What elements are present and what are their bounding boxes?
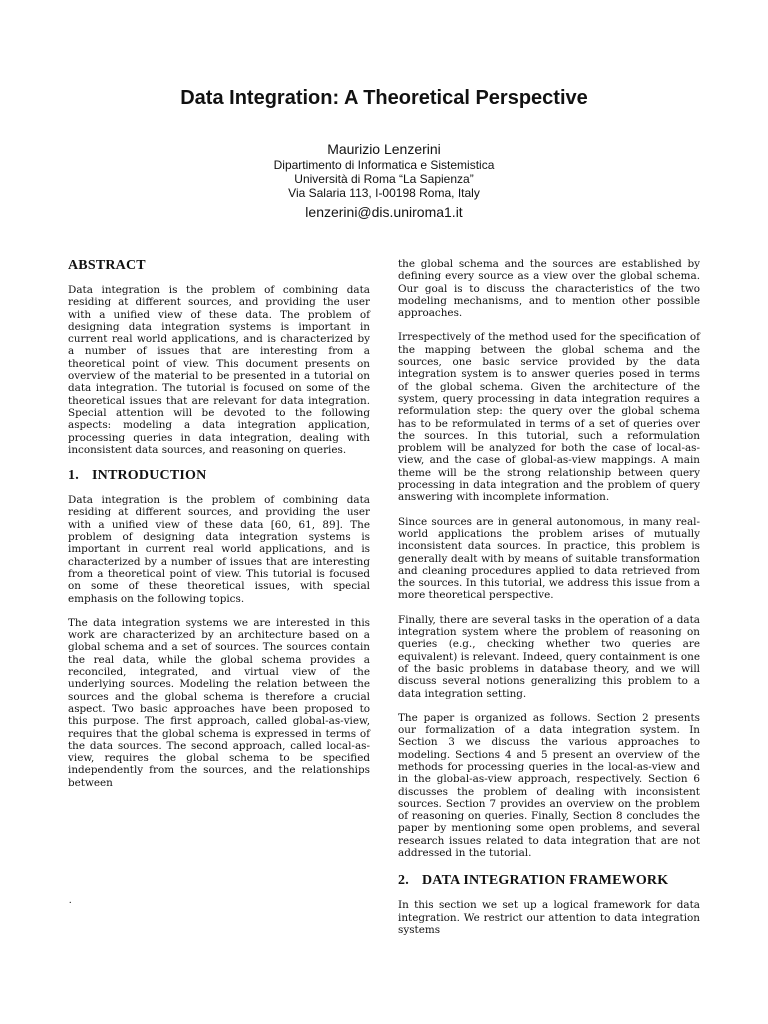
framework-paragraph-1: In this section we set up a logical framework for data integration. We restrict our attention to data integration systems [398, 899, 700, 936]
intro-paragraph-2: The data integration systems we are interested in this work are characterized by an architecture based on a global schema and a set of sources. The sources contain the real data, while the global schema provides a reconciled, integrated, and virtual view of the underlying sources. Modeling the relation between the sources and the global schema is therefore a crucial aspect. Two basic approaches have been proposed to this purpose. The first approach, called global-as-view, requires that the global schema is expressed in terms of the data sources. The second approach, called local-as-view, requires the global schema to be specified independently from the sources, and the relationships between [68, 616, 370, 789]
intro-paragraph-7: The paper is organized as follows. Section 2 presents our formalization of a data integration system. In Section 3 we discuss the various approaches to modeling. Sections 4 and 5 present an overview of the methods for processing queries in the local-as-view and in the global-as-view approach, respectively. Section 6 discusses the problem of dealing with inconsistent sources. Section 7 provides an overview on the problem of reasoning on queries. Finally, Section 8 concludes the paper by mentioning some open problems, and several research issues related to data integration that are not addressed in the tutorial. [398, 711, 700, 860]
intro-paragraph-4: Irrespectively of the method used for the specification of the mapping between the global schema and the sources, one basic service provided by the data integration system is to answer queries posed in terms of the global schema. Given the architecture of the system, query processing in data integration requires a reformulation step: the query over the global schema has to be reformulated in terms of a set of queries over the sources. In this tutorial, such a reformulation problem will be analyzed for both the case of local-as-view, and the case of global-as-view mappings. A main theme will be the strong relationship between query processing in data integration and the problem of query answering with incomplete information. [398, 331, 700, 504]
intro-paragraph-3: the global schema and the sources are established by defining every source as a view over the global schema. Our goal is to discuss the characteristics of the two modeling mechanisms, and to mention other possible approaches. [398, 258, 700, 320]
paper-title: Data Integration: A Theoretical Perspective [180, 87, 588, 109]
abstract-text: Data integration is the problem of combining data residing at different sources, and providing the user with a unified view of these data. The problem of designing data integration systems is important in current real world applications, and is characterized by a number of issues that are interesting from a theoretical point of view. This document presents on overview of the material to be presented in a tutorial on data integration. The tutorial is focused on some of the theoretical issues that are relevant for data integration. Special attention will be devoted to the following aspects: modeling a data integration application, processing queries in data integration, dealing with inconsistent data sources, and reasoning on queries. [68, 284, 370, 456]
framework-heading [398, 873, 700, 889]
intro-paragraph-6: Finally, there are several tasks in the operation of a data integration system where the problem of reasoning on queries (e.g., checking whether two queries are equivalent) is relevant. Indeed, query containment is one of the basic problems in database theory, and we will discuss several notions generalizing this problem to a data integration setting. [398, 613, 700, 700]
intro-paragraph-1: Data integration is the problem of combining data residing at different sources, and providing the user with a unified view of these data [60, 61, 89]. The problem of designing data integration systems is important in current real world applications, and is characterized by a number of issues that are interesting from a theoretical point of view. This tutorial is focused on some of these theoretical issues, with special emphasis on the following topics. [68, 494, 370, 605]
author-name: Maurizio Lenzerini [327, 141, 441, 157]
section-number: 1. [68, 468, 79, 484]
intro-paragraph-5: Since sources are in general autonomous, in many real-world applications the problem arises of mutually inconsistent data sources. In practice, this problem is generally dealt with by means of suitable transformation and cleaning procedures applied to data retrieved from the sources. In this tutorial, we address this issue from a more theoretical perspective. [398, 515, 700, 602]
affiliation-address: Via Salaria 113, I-00198 Roma, Italy [288, 186, 480, 200]
section-title: INTRODUCTION [92, 468, 207, 484]
left-column [68, 258, 370, 801]
right-column [398, 258, 700, 948]
author-block [0, 141, 768, 221]
section-number: 2. [398, 873, 409, 889]
affiliation-university: Università di Roma “La Sapienza” [294, 172, 474, 186]
stray-mark: . [69, 895, 72, 906]
affiliation-department: Dipartimento di Informatica e Sistemistica [273, 158, 495, 172]
introduction-heading [68, 468, 370, 484]
section-title: DATA INTEGRATION FRAMEWORK [422, 873, 669, 889]
author-email[interactable]: lenzerini@dis.uniroma1.it [305, 204, 463, 220]
abstract-heading: ABSTRACT [68, 258, 146, 273]
